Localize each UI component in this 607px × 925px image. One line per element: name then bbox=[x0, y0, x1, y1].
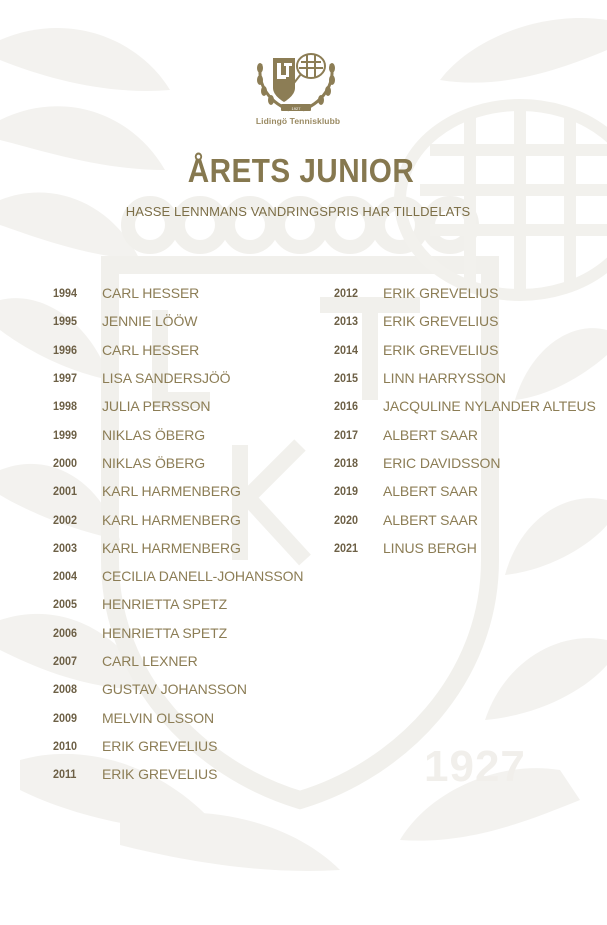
winner-name: HENRIETTA SPETZ bbox=[102, 624, 228, 641]
winner-row bbox=[53, 477, 303, 505]
club-name: Lidingö Tennisklubb bbox=[255, 116, 341, 126]
winner-row bbox=[53, 505, 303, 533]
winner-year: 2019 bbox=[334, 484, 359, 499]
winners-column-left bbox=[53, 279, 303, 788]
winner-year: 2003 bbox=[53, 540, 78, 555]
winner-year: 2015 bbox=[334, 371, 359, 386]
winner-row bbox=[53, 590, 303, 618]
winner-row bbox=[53, 619, 303, 647]
winner-year: 1996 bbox=[53, 342, 78, 357]
winner-year: 2006 bbox=[53, 625, 78, 640]
winner-name: KARL HARMENBERG bbox=[102, 539, 241, 556]
winner-year: 2010 bbox=[53, 738, 78, 753]
winner-row bbox=[53, 760, 303, 788]
winner-name: CECILIA DANELL-JOHANSSON bbox=[102, 568, 304, 585]
winner-name: ERIC DAVIDSSON bbox=[383, 454, 501, 471]
winner-name: JACQULINE NYLANDER ALTEUS bbox=[383, 398, 596, 415]
winner-name: JENNIE LÖÖW bbox=[102, 313, 198, 330]
winner-name: NIKLAS ÖBERG bbox=[102, 454, 206, 471]
winner-name: ALBERT SAAR bbox=[383, 511, 478, 528]
winner-year: 2012 bbox=[334, 286, 359, 301]
winner-year: 2001 bbox=[53, 484, 78, 499]
winner-row bbox=[53, 307, 303, 335]
winner-row bbox=[53, 647, 303, 675]
winner-name: ERIK GREVELIUS bbox=[102, 737, 218, 754]
winner-row bbox=[334, 449, 596, 477]
winner-name: ALBERT SAAR bbox=[383, 426, 478, 443]
winner-year: 2021 bbox=[334, 540, 359, 555]
winner-row bbox=[334, 336, 596, 364]
winner-year: 1997 bbox=[53, 371, 78, 386]
winner-name: KARL HARMENBERG bbox=[102, 483, 241, 500]
winner-name: CARL HESSER bbox=[102, 341, 200, 358]
club-logo-icon bbox=[251, 44, 341, 116]
winner-row bbox=[53, 420, 303, 448]
winner-year: 2008 bbox=[53, 682, 78, 697]
winner-row bbox=[334, 477, 596, 505]
winner-name: ERIK GREVELIUS bbox=[383, 313, 499, 330]
page-subtitle: HASSE LENNMANS VANDRINGSPRIS HAR TILLDELATS bbox=[125, 204, 471, 219]
winner-row bbox=[334, 364, 596, 392]
winner-name: MELVIN OLSSON bbox=[102, 709, 215, 726]
winner-year: 2016 bbox=[334, 399, 359, 414]
winner-row bbox=[53, 534, 303, 562]
winner-year: 2002 bbox=[53, 512, 78, 527]
winner-name: JULIA PERSSON bbox=[102, 398, 211, 415]
winner-row bbox=[53, 364, 303, 392]
winner-name: GUSTAV JOHANSSON bbox=[102, 681, 247, 698]
winner-name: NIKLAS ÖBERG bbox=[102, 426, 206, 443]
winner-year: 2009 bbox=[53, 710, 78, 725]
winner-year: 1994 bbox=[53, 286, 78, 301]
winner-row bbox=[53, 449, 303, 477]
winner-row bbox=[53, 675, 303, 703]
winner-row bbox=[53, 392, 303, 420]
winner-year: 2017 bbox=[334, 427, 359, 442]
winner-name: LISA SANDERSJÖÖ bbox=[102, 370, 231, 387]
winner-row bbox=[53, 562, 303, 590]
winner-year: 2020 bbox=[334, 512, 359, 527]
winner-name: CARL HESSER bbox=[102, 285, 200, 302]
winner-row bbox=[334, 505, 596, 533]
winner-row bbox=[53, 703, 303, 731]
logo-year: 1927 bbox=[291, 106, 301, 111]
winner-name: LINUS BERGH bbox=[383, 539, 477, 556]
winner-year: 2000 bbox=[53, 455, 78, 470]
winners-column-right bbox=[334, 279, 596, 562]
winner-year: 1998 bbox=[53, 399, 78, 414]
winner-name: ERIK GREVELIUS bbox=[383, 285, 499, 302]
winner-name: ERIK GREVELIUS bbox=[102, 766, 218, 783]
winner-name: ERIK GREVELIUS bbox=[383, 341, 499, 358]
winner-year: 2007 bbox=[53, 654, 78, 668]
winner-year: 2005 bbox=[53, 597, 78, 612]
winner-row bbox=[53, 336, 303, 364]
winner-name: LINN HARRYSSON bbox=[383, 370, 506, 387]
winner-year: 2014 bbox=[334, 342, 359, 357]
winner-name: KARL HARMENBERG bbox=[102, 511, 241, 528]
page-title: ÅRETS JUNIOR bbox=[187, 152, 415, 189]
winner-row bbox=[53, 732, 303, 760]
winner-year: 2004 bbox=[53, 569, 78, 584]
winner-row bbox=[334, 534, 596, 562]
winner-year: 2018 bbox=[334, 455, 359, 470]
winner-row bbox=[334, 420, 596, 448]
winner-name: ALBERT SAAR bbox=[383, 483, 478, 500]
winner-year: 1995 bbox=[53, 314, 78, 329]
winner-year: 2011 bbox=[53, 767, 77, 782]
winner-name: HENRIETTA SPETZ bbox=[102, 596, 228, 613]
winner-year: 2013 bbox=[334, 314, 359, 329]
winner-row bbox=[53, 279, 303, 307]
watermark-year: 1927 bbox=[424, 742, 526, 791]
winner-name: CARL LEXNER bbox=[102, 653, 198, 669]
winner-row bbox=[334, 279, 596, 307]
winner-row bbox=[334, 392, 596, 420]
winner-row bbox=[334, 307, 596, 335]
winner-year: 1999 bbox=[53, 427, 78, 442]
